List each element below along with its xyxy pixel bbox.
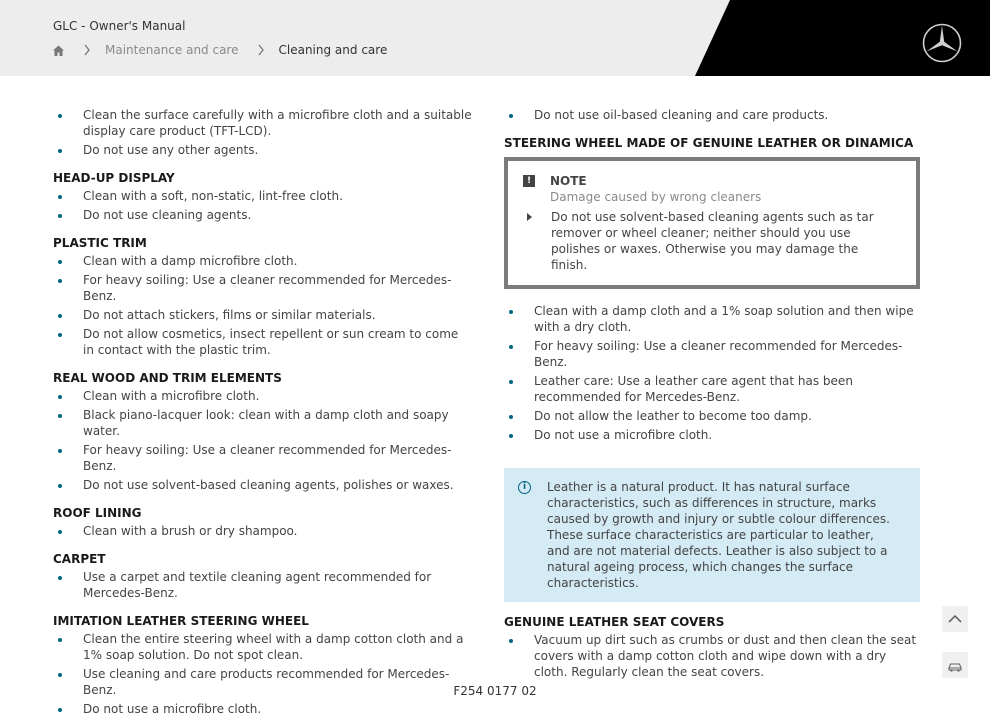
- list-item: For heavy soiling: Use a cleaner recommended for Mercedes-Benz.: [504, 336, 920, 371]
- head-up-display-bullets: [53, 186, 473, 224]
- chevron-right-icon: [83, 44, 91, 56]
- info-box: [504, 468, 920, 602]
- home-icon[interactable]: [52, 44, 65, 57]
- carpet-bullets: [53, 567, 473, 602]
- list-item: Do not allow the leather to become too damp.: [504, 406, 920, 425]
- chevron-up-icon: [942, 606, 968, 632]
- heading-roof-lining: ROOF LINING: [53, 506, 142, 520]
- list-item: Vacuum up dirt such as crumbs or dust and then clean the seat covers with a damp cotton cloth and wipe down with a dry cloth. Regularly clean the seat covers.: [504, 630, 920, 681]
- list-item: Clean with a brush or dry shampoo.: [53, 521, 473, 540]
- list-item: Clean the surface carefully with a microfibre cloth and a suitable display care product (TFT-LCD).: [53, 105, 473, 140]
- list-item: Clean with a damp microfibre cloth.: [53, 251, 473, 270]
- list-item: Do not use solvent-based cleaning agents, polishes or waxes.: [53, 475, 473, 494]
- breadcrumb: [52, 42, 387, 58]
- heading-head-up-display: HEAD-UP DISPLAY: [53, 171, 175, 185]
- info-icon: i: [518, 481, 531, 494]
- list-item: Do not allow cosmetics, insect repellent or sun cream to come in contact with the plastic trim.: [53, 324, 473, 359]
- list-item: Do not use oil-based cleaning and care products.: [504, 105, 920, 124]
- list-item: Clean with a damp cloth and a 1% soap solution and then wipe with a dry cloth.: [504, 301, 920, 336]
- roof-lining-bullets: [53, 521, 473, 540]
- list-item: Black piano-lacquer look: clean with a damp cloth and soapy water.: [53, 405, 473, 440]
- note-title: NOTE: [550, 174, 587, 188]
- list-item: Use cleaning and care products recommended for Mercedes-Benz.: [53, 664, 473, 699]
- note-box: [504, 157, 920, 289]
- note-subtitle: Damage caused by wrong cleaners: [550, 190, 762, 204]
- triangle-right-icon: [527, 213, 532, 221]
- mercedes-star-logo-icon: [921, 22, 963, 64]
- heading-imitation-leather: IMITATION LEATHER STEERING WHEEL: [53, 614, 309, 628]
- manual-title: GLC - Owner's Manual: [53, 19, 186, 33]
- list-item: Do not use any other agents.: [53, 140, 473, 159]
- heading-plastic-trim: PLASTIC TRIM: [53, 236, 147, 250]
- info-text: Leather is a natural product. It has natural surface characteristics, such as differences in structure, marks caused by growth and injury or subtle colour differences. These surface characteristics are particular to leather, and are not material defects. Leather is also subject to a natural ageing process, which changes the surface characteristics.: [547, 480, 890, 590]
- heading-steering-wheel-leather: STEERING WHEEL MADE OF GENUINE LEATHER OR DINAMICA: [504, 136, 914, 150]
- list-item: Leather care: Use a leather care agent that has been recommended for Mercedes-Benz.: [504, 371, 920, 406]
- imitation-leather-bullets: [53, 629, 473, 718]
- list-item: For heavy soiling: Use a cleaner recommended for Mercedes-Benz.: [53, 270, 473, 305]
- list-item: Clean with a microfibre cloth.: [53, 386, 473, 405]
- list-item: Clean the entire steering wheel with a damp cotton cloth and a 1% soap solution. Do not spot clean.: [53, 629, 473, 664]
- left-column: [53, 105, 473, 718]
- list-item: Clean with a soft, non-static, lint-free cloth.: [53, 186, 473, 205]
- list-item: Do not use a microfibre cloth.: [504, 425, 920, 444]
- breadcrumb-current: Cleaning and care: [278, 43, 388, 57]
- plastic-trim-bullets: [53, 251, 473, 359]
- car-icon: [942, 652, 968, 678]
- list-item: For heavy soiling: Use a cleaner recommended for Mercedes-Benz.: [53, 440, 473, 475]
- heading-seat-covers: GENUINE LEATHER SEAT COVERS: [504, 615, 725, 629]
- seat-covers-bullets: [504, 630, 920, 681]
- right-column: [504, 105, 920, 681]
- list-item: Do not use a microfibre cloth.: [53, 699, 473, 718]
- note-body: Do not use solvent-based cleaning agents such as tar remover or wheel cleaner; neither should you use polishes or waxes. Otherwise you may damage the finish.: [551, 210, 874, 272]
- figure-code: F254 0177 02: [453, 684, 537, 698]
- heading-real-wood: REAL WOOD AND TRIM ELEMENTS: [53, 371, 282, 385]
- warning-icon: !: [523, 175, 535, 187]
- list-item: Use a carpet and textile cleaning agent recommended for Mercedes-Benz.: [53, 567, 473, 602]
- oil-based-bullets: [504, 105, 920, 124]
- scroll-to-top-button[interactable]: [942, 606, 968, 632]
- breadcrumb-maintenance-link[interactable]: Maintenance and care: [105, 43, 239, 57]
- real-wood-bullets: [53, 386, 473, 494]
- display-bullets: [53, 105, 473, 159]
- heading-carpet: CARPET: [53, 552, 106, 566]
- vehicle-view-button[interactable]: [942, 652, 968, 678]
- list-item: Do not use cleaning agents.: [53, 205, 473, 224]
- list-item: Do not attach stickers, films or similar materials.: [53, 305, 473, 324]
- leather-steering-bullets: [504, 301, 920, 444]
- chevron-right-icon: [257, 44, 265, 56]
